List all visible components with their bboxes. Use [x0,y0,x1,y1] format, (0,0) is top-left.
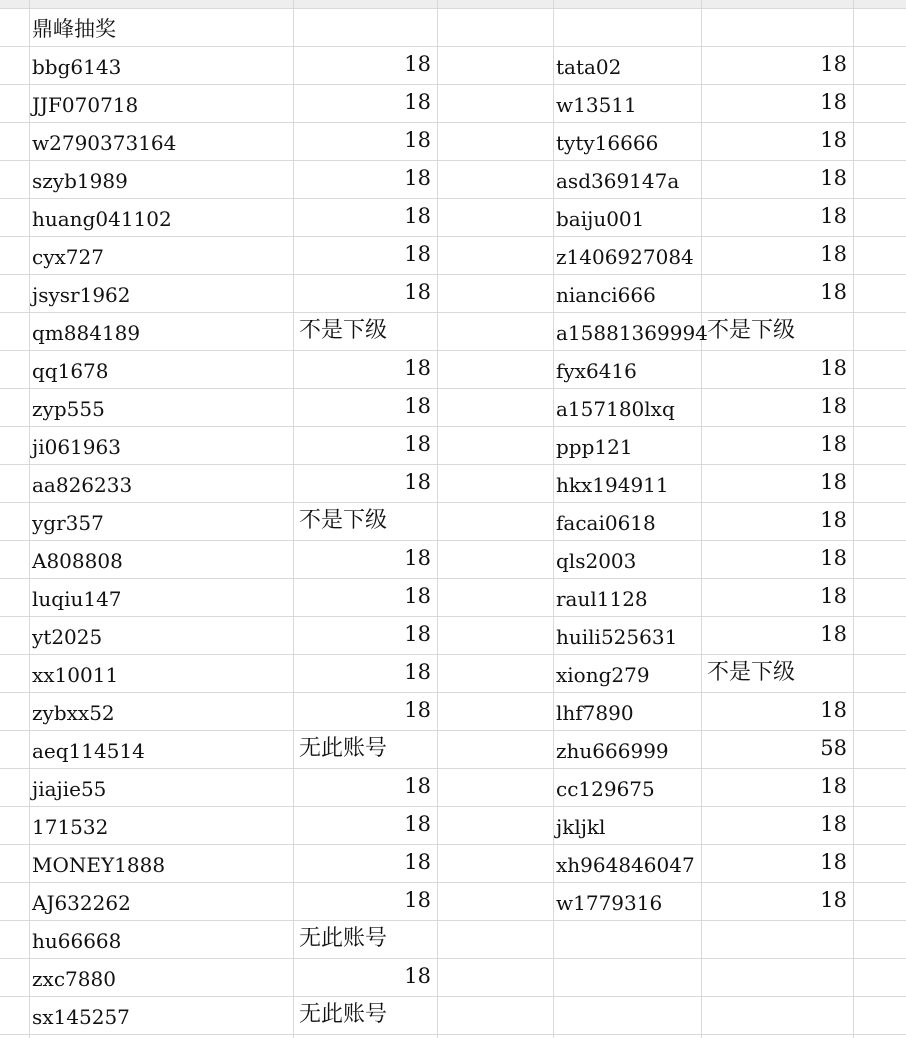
left-status-cell[interactable]: 无此账号 [299,736,388,761]
right-amount-cell[interactable]: 18 [820,470,847,494]
grid-row-line [0,1034,906,1035]
left-amount-cell[interactable]: 18 [404,698,431,722]
left-username-cell[interactable]: w2790373164 [32,131,177,155]
right-username-cell[interactable]: z1406927084 [556,245,694,269]
left-username-cell[interactable]: huang041102 [32,207,172,231]
left-username-cell[interactable]: AJ632262 [32,891,131,915]
right-username-cell[interactable]: raul1128 [556,587,648,611]
left-username-cell[interactable]: cyx727 [32,245,104,269]
left-username-cell[interactable]: jiajie55 [32,777,107,801]
right-amount-cell[interactable]: 18 [820,888,847,912]
left-amount-cell[interactable]: 18 [404,584,431,608]
right-username-cell[interactable]: fyx6416 [556,359,637,383]
left-status-cell[interactable]: 不是下级 [299,508,388,533]
left-username-cell[interactable]: aeq114514 [32,739,145,763]
left-amount-cell[interactable]: 18 [404,432,431,456]
left-amount-cell[interactable]: 18 [404,242,431,266]
right-amount-cell[interactable]: 18 [820,850,847,874]
left-status-cell[interactable]: 无此账号 [299,1002,388,1027]
right-username-cell[interactable]: jkljkl [556,815,606,839]
left-amount-cell[interactable]: 18 [404,812,431,836]
left-amount-cell[interactable]: 18 [404,166,431,190]
left-amount-cell[interactable]: 18 [404,622,431,646]
right-amount-cell[interactable]: 18 [820,774,847,798]
left-status-cell[interactable]: 不是下级 [299,318,388,343]
left-amount-cell[interactable]: 18 [404,90,431,114]
right-username-cell[interactable]: lhf7890 [556,701,634,725]
left-username-cell[interactable]: sx145257 [32,1005,130,1029]
left-amount-cell[interactable]: 18 [404,660,431,684]
right-amount-cell[interactable]: 18 [820,242,847,266]
right-amount-cell[interactable]: 18 [820,128,847,152]
right-amount-cell[interactable]: 18 [820,166,847,190]
right-status-cell[interactable]: 不是下级 [707,318,796,343]
right-amount-cell[interactable]: 18 [820,356,847,380]
left-amount-cell[interactable]: 18 [404,470,431,494]
right-username-cell[interactable]: zhu666999 [556,739,669,763]
right-username-cell[interactable]: ppp121 [556,435,633,459]
left-amount-cell[interactable]: 18 [404,280,431,304]
left-amount-cell[interactable]: 18 [404,774,431,798]
right-username-cell[interactable]: tata02 [556,55,622,79]
right-amount-cell[interactable]: 18 [820,584,847,608]
right-amount-cell[interactable]: 18 [820,204,847,228]
right-username-cell[interactable]: xiong279 [556,663,650,687]
left-username-cell[interactable]: hu66668 [32,929,122,953]
left-username-cell[interactable]: A808808 [32,549,123,573]
right-username-cell[interactable]: xh964846047 [556,853,695,877]
left-username-cell[interactable]: zybxx52 [32,701,115,725]
left-username-cell[interactable]: MONEY1888 [32,853,166,877]
right-username-cell[interactable]: w13511 [556,93,637,117]
left-amount-cell[interactable]: 18 [404,546,431,570]
right-amount-cell[interactable]: 18 [820,280,847,304]
right-amount-cell[interactable]: 18 [820,622,847,646]
left-username-cell[interactable]: luqiu147 [32,587,122,611]
left-username-cell[interactable]: zyp555 [32,397,105,421]
right-amount-cell[interactable]: 18 [820,52,847,76]
left-amount-cell[interactable]: 18 [404,52,431,76]
left-username-cell[interactable]: jsysr1962 [32,283,131,307]
left-username-cell[interactable]: 171532 [32,815,109,839]
left-username-cell[interactable]: szyb1989 [32,169,128,193]
grid-row-line [0,8,906,9]
left-amount-cell[interactable]: 18 [404,850,431,874]
left-amount-cell[interactable]: 18 [404,356,431,380]
left-username-cell[interactable]: aa826233 [32,473,133,497]
left-username-cell[interactable]: zxc7880 [32,967,116,991]
left-amount-cell[interactable]: 18 [404,888,431,912]
right-amount-cell[interactable]: 18 [820,432,847,456]
right-username-cell[interactable]: a157180lxq [556,397,675,421]
right-amount-cell[interactable]: 18 [820,698,847,722]
right-amount-cell[interactable]: 18 [820,90,847,114]
left-status-cell[interactable]: 无此账号 [299,926,388,951]
left-username-cell[interactable]: JJF070718 [32,93,139,117]
left-username-cell[interactable]: ygr357 [32,511,104,535]
right-username-cell[interactable]: cc129675 [556,777,655,801]
left-amount-cell[interactable]: 18 [404,964,431,988]
right-amount-cell[interactable]: 18 [820,812,847,836]
right-username-cell[interactable]: facai0618 [556,511,656,535]
sheet-title[interactable]: 鼎峰抽奖 [32,17,116,41]
left-username-cell[interactable]: qm884189 [32,321,141,345]
right-username-cell[interactable]: w1779316 [556,891,663,915]
right-status-cell[interactable]: 不是下级 [707,660,796,685]
right-username-cell[interactable]: hkx194911 [556,473,669,497]
right-username-cell[interactable]: qls2003 [556,549,637,573]
left-amount-cell[interactable]: 18 [404,128,431,152]
right-username-cell[interactable]: nianci666 [556,283,656,307]
left-username-cell[interactable]: xx10011 [32,663,119,687]
right-amount-cell[interactable]: 18 [820,508,847,532]
right-username-cell[interactable]: asd369147a [556,169,680,193]
right-username-cell[interactable]: baiju001 [556,207,645,231]
right-amount-cell[interactable]: 18 [820,546,847,570]
left-username-cell[interactable]: yt2025 [32,625,103,649]
right-username-cell[interactable]: huili525631 [556,625,678,649]
left-username-cell[interactable]: qq1678 [32,359,109,383]
right-amount-cell[interactable]: 58 [820,736,847,760]
left-amount-cell[interactable]: 18 [404,394,431,418]
left-username-cell[interactable]: ji061963 [32,435,121,459]
left-amount-cell[interactable]: 18 [404,204,431,228]
right-username-cell[interactable]: a15881369994 [556,321,708,345]
left-username-cell[interactable]: bbg6143 [32,55,122,79]
right-username-cell[interactable]: tyty16666 [556,131,659,155]
right-amount-cell[interactable]: 18 [820,394,847,418]
